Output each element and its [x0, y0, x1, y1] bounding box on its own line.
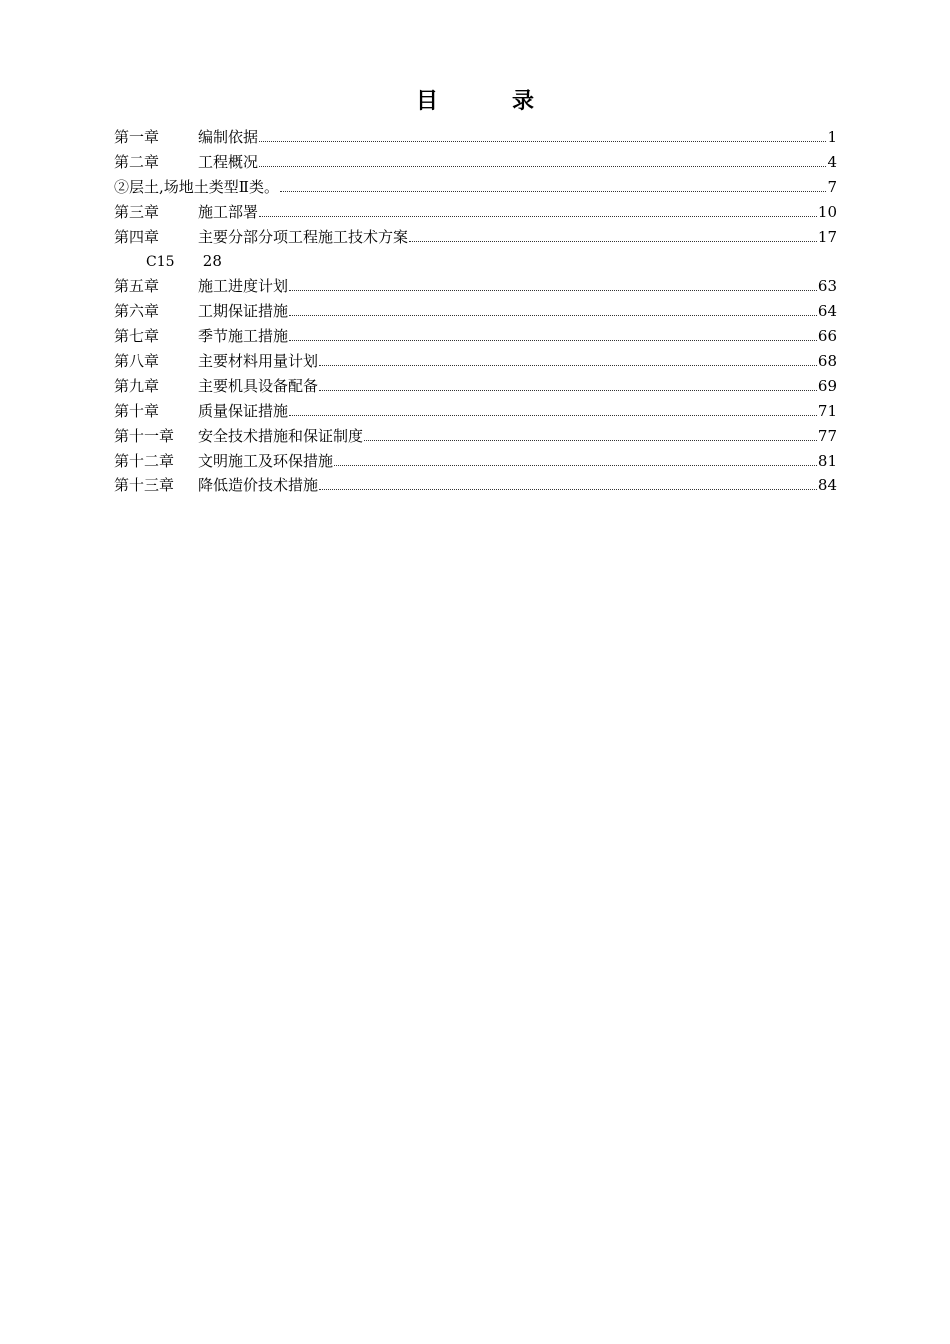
toc-page-number: 63: [817, 277, 837, 296]
toc-fragment-text: C15: [146, 254, 175, 271]
toc-page-number: 68: [817, 352, 837, 371]
toc-list: [114, 125, 837, 498]
toc-dot-leader: [334, 464, 817, 466]
toc-chapter-number: 第十三章: [114, 476, 175, 495]
toc-dot-leader: [259, 165, 826, 167]
toc-chapter-number: 第一章: [114, 128, 160, 146]
toc-dot-leader: [289, 314, 817, 316]
toc-page-number: 69: [817, 376, 837, 395]
toc-dot-leader: [364, 439, 817, 441]
toc-entry-title: 编制依据: [198, 128, 259, 146]
toc-entry-fragment[interactable]: [114, 249, 837, 274]
toc-chapter-number: 第六章: [114, 302, 160, 321]
toc-entry[interactable]: [114, 200, 837, 225]
toc-page-number: 1: [827, 128, 837, 146]
toc-page-number: 10: [817, 202, 837, 221]
toc-dot-leader: [319, 389, 817, 391]
toc-chapter-number: 第八章: [114, 352, 160, 371]
toc-entry-title: 主要材料用量计划: [198, 352, 319, 371]
toc-page-number: 7: [827, 177, 837, 196]
toc-dot-leader: [289, 414, 817, 416]
toc-page-number: 77: [817, 426, 837, 445]
toc-dot-leader: [280, 190, 826, 192]
toc-entry[interactable]: [114, 424, 837, 449]
toc-entry-title: 主要机具设备配备: [198, 376, 319, 395]
toc-entry[interactable]: [114, 299, 837, 324]
toc-chapter-number: 第四章: [114, 227, 160, 246]
toc-chapter-number: 第二章: [114, 152, 160, 171]
toc-chapter-number: 第十章: [114, 401, 160, 420]
toc-chapter-number: 第三章: [114, 202, 160, 221]
toc-page-number: 4: [827, 152, 837, 171]
toc-fragment-page: 28: [202, 252, 222, 271]
toc-entry[interactable]: [114, 125, 837, 150]
toc-entry-title: ②层土,场地土类型Ⅱ类。: [114, 177, 279, 196]
toc-chapter-number: 第十一章: [114, 426, 175, 445]
toc-entry[interactable]: [114, 473, 837, 498]
toc-entry[interactable]: [114, 175, 837, 200]
toc-entry[interactable]: [114, 150, 837, 175]
toc-entry-title: 施工部署: [198, 202, 259, 221]
toc-entry[interactable]: [114, 399, 837, 424]
toc-entry-title: 季节施工措施: [198, 327, 289, 346]
toc-entry-title: 工程概况: [198, 152, 259, 171]
toc-page-number: 84: [817, 476, 837, 495]
toc-entry[interactable]: [114, 274, 837, 299]
toc-entry[interactable]: [114, 449, 837, 474]
toc-entry-title: 施工进度计划: [198, 277, 289, 296]
toc-dot-leader: [289, 289, 817, 291]
toc-chapter-number: 第七章: [114, 327, 160, 346]
toc-entry-title: 降低造价技术措施: [198, 476, 319, 495]
toc-entry-title: 工期保证措施: [198, 302, 289, 321]
toc-entry[interactable]: [114, 349, 837, 374]
toc-dot-leader: [289, 339, 817, 341]
toc-entry-title: 文明施工及环保措施: [198, 451, 334, 470]
toc-entry[interactable]: [114, 324, 837, 349]
toc-dot-leader: [409, 240, 817, 242]
toc-page-number: 64: [817, 302, 837, 321]
toc-entry[interactable]: [114, 374, 837, 399]
toc-page-number: 71: [817, 401, 837, 420]
toc-page-number: 81: [817, 451, 837, 470]
toc-dot-leader: [319, 364, 817, 366]
toc-page-number: 17: [817, 227, 837, 246]
toc-dot-leader: [259, 215, 817, 217]
toc-page-number: 66: [817, 327, 837, 346]
toc-chapter-number: 第十二章: [114, 451, 175, 470]
toc-entry-title: 安全技术措施和保证制度: [198, 426, 364, 445]
toc-title: 目 录: [415, 88, 560, 114]
toc-entry-title: 主要分部分项工程施工技术方案: [198, 227, 409, 246]
toc-chapter-number: 第五章: [114, 277, 160, 296]
toc-dot-leader: [319, 488, 817, 490]
toc-dot-leader: [259, 140, 826, 142]
toc-entry-title: 质量保证措施: [198, 401, 289, 420]
toc-entry[interactable]: [114, 225, 837, 250]
toc-chapter-number: 第九章: [114, 376, 160, 395]
